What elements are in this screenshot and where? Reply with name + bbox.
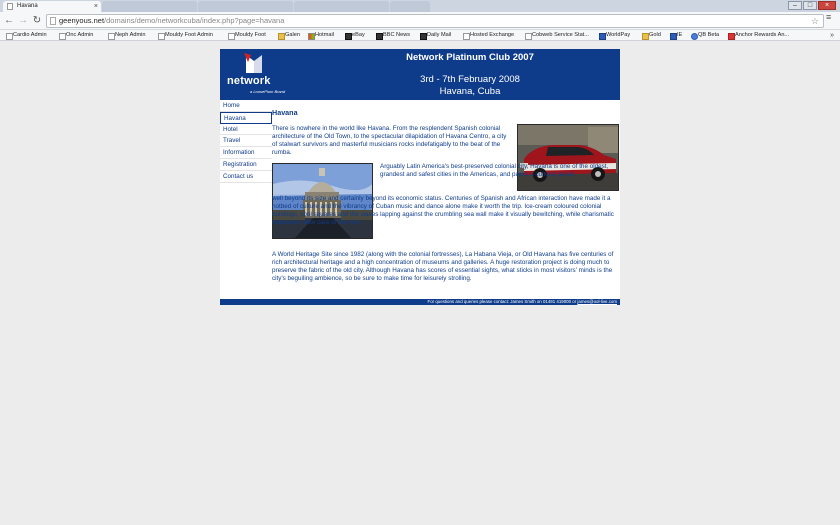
classic-car-photo	[517, 124, 619, 191]
header-location: Havana, Cuba	[439, 86, 501, 97]
forward-icon[interactable]: →	[18, 15, 28, 26]
site-footer	[220, 299, 620, 305]
site-header	[220, 49, 620, 100]
bookmark-item[interactable]: eBay	[344, 30, 365, 41]
side-navigation	[220, 100, 272, 183]
bookmark-item[interactable]: Daily Mail	[419, 30, 451, 41]
page-icon	[50, 17, 56, 25]
paragraph-2-continued: well beyond its size and certainly beyond its economic status. Centuries of Spanish and African interaction have made it a hotbed of culture and the vibrancy of Cuban music and dance alone make it worth the trip. Ice-cream coloured colonial buildings, cool squares and the waves lapping against the crumbling sea wall make it visually bewitching, while charismatic habaneros take care of the rest.	[272, 195, 614, 226]
bookmark-item[interactable]: Mouldy Foot Admin	[157, 30, 213, 41]
url-path: /domains/demo/networkcuba/index.php?page=havana	[104, 16, 285, 25]
bookmark-item[interactable]: Anchor Rewards An...	[727, 30, 789, 41]
tab-title: Havana	[17, 3, 38, 9]
logo-wordmark[interactable]: network	[227, 75, 271, 87]
close-window-icon[interactable]: ×	[818, 1, 836, 10]
page-container	[220, 49, 620, 305]
tab-active[interactable]	[3, 1, 101, 12]
bookmark-item[interactable]: Hosted Exchange	[462, 30, 514, 41]
nav-hotel[interactable]: Hotel	[220, 124, 272, 136]
footer-email-link[interactable]: james@ool-live.com	[577, 299, 617, 304]
menu-icon[interactable]: ≡	[826, 12, 832, 22]
bookmark-item[interactable]: QB Beta	[690, 30, 719, 41]
tab-background-3[interactable]	[294, 1, 389, 12]
nav-information[interactable]: Information	[220, 147, 272, 159]
page-heading: Havana	[272, 108, 298, 117]
logo-tagline: a LoosePlum Brand	[250, 89, 286, 94]
bookmark-folder[interactable]: Gold	[641, 30, 661, 41]
header-dates: 3rd - 7th February 2008	[420, 74, 520, 85]
logo-mark-icon	[242, 53, 266, 75]
intro-paragraph: There is nowhere in the world like Havana. From the resplendent Spanish colonial architecture of the Old Town, to the spectacular dilapidation of Havana Centro, a city of stalwart survivors and masterful musicians rocks indefatigably to the beat of the rumba.	[272, 125, 507, 156]
maximize-icon[interactable]: □	[803, 1, 817, 10]
bookmark-item[interactable]: Cobweb Service Stat...	[524, 30, 589, 41]
bookmark-item[interactable]: Onc Admin	[58, 30, 93, 41]
bookmark-star-icon[interactable]: ☆	[810, 16, 819, 26]
bookmarks-overflow-icon[interactable]: »	[830, 32, 834, 39]
bookmark-item[interactable]: Mouldy Foot	[227, 30, 266, 41]
back-icon[interactable]: ←	[4, 15, 14, 26]
paragraph-2-start: Arguably Latin America's best-preserved colonial city, Havana is one of the oldest, grandest and safest cities in the Americas, and packs a cultural punch	[380, 163, 609, 178]
nav-travel[interactable]: Travel	[220, 135, 272, 147]
bookmark-item[interactable]: BBC News	[375, 30, 410, 41]
url-host: geenyous.net	[59, 16, 105, 25]
bookmark-item[interactable]: Neph Admin	[107, 30, 145, 41]
page-icon	[7, 3, 13, 10]
minimize-icon[interactable]: –	[788, 1, 802, 10]
nav-registration[interactable]: Registration	[220, 159, 272, 171]
browser-toolbar	[0, 12, 840, 30]
nav-contact-us[interactable]: Contact us	[220, 171, 272, 183]
bookmark-item[interactable]: WorldPay	[598, 30, 630, 41]
reload-icon[interactable]: ↻	[32, 15, 42, 26]
address-bar[interactable]	[46, 14, 824, 28]
bookmark-item[interactable]: IE	[669, 30, 682, 41]
nav-home[interactable]: Home	[220, 100, 272, 112]
tab-strip	[0, 0, 840, 12]
tab-background-1[interactable]	[102, 1, 197, 12]
tab-background-2[interactable]	[198, 1, 293, 12]
nav-havana[interactable]: Havana	[220, 112, 272, 124]
bookmark-item[interactable]: Cardio Admin	[5, 30, 47, 41]
header-title: Network Platinum Club 2007	[406, 52, 534, 63]
bookmark-folder[interactable]: Galen	[277, 30, 300, 41]
tab-close-icon[interactable]: ×	[93, 3, 98, 10]
footer-contact-text: For questions and queries please contact: James Smith on 01491 419000 or	[427, 299, 577, 304]
bookmarks-bar	[0, 30, 840, 41]
paragraph-3: A World Heritage Site since 1982 (along with the colonial fortresses), La Habana Vieja, or Old Havana has five centuries of rich architectural heritage and a high concentration of museums and galleries. A huge restoration project is doing much to preserve the fabric of the old city. Although Havana has scores of essential sights, what sticks in most visitors' minds is the city's beguiling ambience, so be sure to make time for leisurely strolling.	[272, 251, 614, 282]
bookmark-item[interactable]: Hotmail	[307, 30, 334, 41]
tab-background-4[interactable]	[390, 1, 430, 12]
